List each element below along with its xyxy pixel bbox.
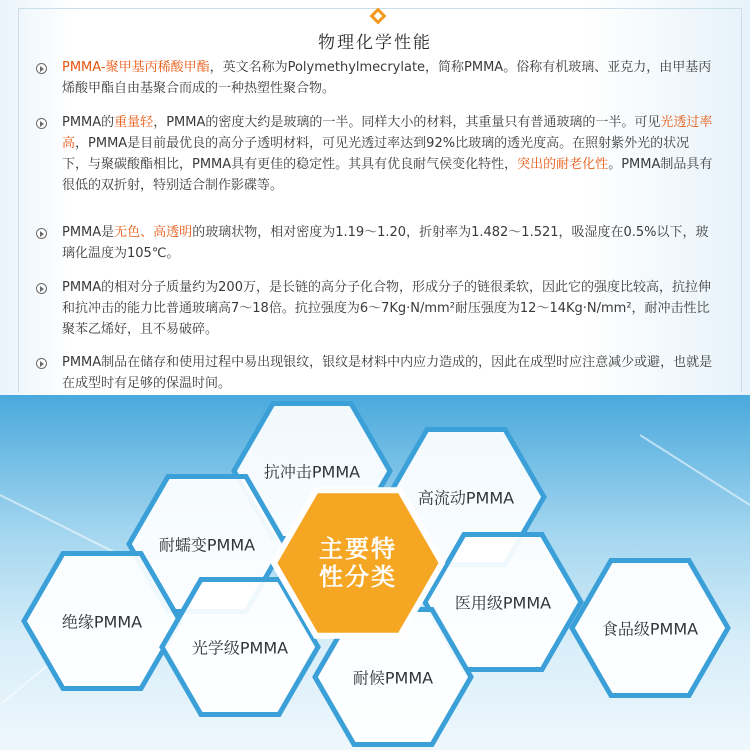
body-text: PMMA制品在储存和使用过程中易出现银纹，银纹是材料中内应力造成的，因此在成型时应注意减少或避，也就是在成型时有足够的保温时间。 (62, 355, 713, 391)
hex-label-weather: 耐候PMMA (352, 668, 434, 688)
highlight-text: 无色、高透明 (114, 225, 193, 240)
body-text: ，PMMA的密度大约是玻璃的一半。同样大小的材料，其重量只有普通玻璃的一半。可见 (153, 115, 661, 130)
body-text: PMMA的 (62, 115, 115, 130)
body-text: PMMA是 (62, 225, 115, 240)
hex-label-medical: 医用级PMMA (454, 593, 552, 613)
body-text: ，PMMA是目前最优良的高分子透明材料，可见光透过率达到92%比玻璃的透光度高。在照射紫外光的状况下，与聚碳酸酯相比，PMMA具有更佳的稳定性。其具有优良耐气侯变化特性， (62, 136, 690, 172)
center-hex-label (319, 535, 397, 591)
bullet-icon (36, 63, 47, 74)
hex-label-high-flow: 高流动PMMA (417, 488, 515, 508)
hex-label-impact: 抗冲击PMMA (263, 462, 361, 482)
center-label-line-2: 性分类 (319, 563, 397, 591)
bullet-icon (36, 228, 47, 239)
body-text: ，英文名称为Polymethylmecrylate，简称PMMA。俗称有机玻璃、亚克力，由甲基丙烯酸甲酯自由基聚合而成的一种热塑性聚合物。 (62, 60, 712, 96)
classification-section (0, 395, 750, 750)
body-text: 的玻璃状物，相对密度为1.19～1.20，折射率为1.482～1.521，吸湿度在0.5%以下，玻璃化温度为105℃。 (62, 225, 709, 261)
highlight-text: 突出的耐老化性 (517, 157, 609, 172)
bullet-icon (36, 118, 47, 129)
center-label-line-1: 主要特 (319, 535, 397, 563)
highlight-text: 光透过率高 (62, 115, 713, 151)
paragraph-1 (62, 57, 714, 99)
body-text: PMMA的相对分子质量约为200万，是长链的高分子化合物，形成分子的链很柔软，因此它的强度比较高，抗拉伸和抗冲击的能力比普通玻璃高7～18倍。抗拉强度为6～7Kg·N/mm²耐压强度为12～14Kg·N/mm²，耐冲击性比聚苯乙烯好，且不易破碎。 (62, 280, 711, 337)
section-title: 物理化学性能 (318, 33, 432, 53)
highlight-text: 重量轻 (114, 115, 154, 130)
bullet-icon (36, 283, 47, 294)
highlight-text: PMMA-聚甲基丙稀酸甲酯 (62, 60, 210, 75)
hex-label-food: 食品级PMMA (601, 619, 699, 639)
hex-label-insulation: 绝缘PMMA (61, 612, 143, 632)
bullet-icon (36, 358, 47, 369)
paragraph-3 (62, 222, 714, 264)
body-text: 。PMMA制品具有很低的双折射，特别适合制作影碟等。 (62, 157, 713, 193)
paragraph-2 (62, 112, 714, 196)
hex-label-optical: 光学级PMMA (191, 638, 289, 658)
hex-label-creep: 耐蠕变PMMA (158, 535, 256, 555)
paragraph-4 (62, 277, 714, 340)
paragraph-5 (62, 352, 714, 394)
